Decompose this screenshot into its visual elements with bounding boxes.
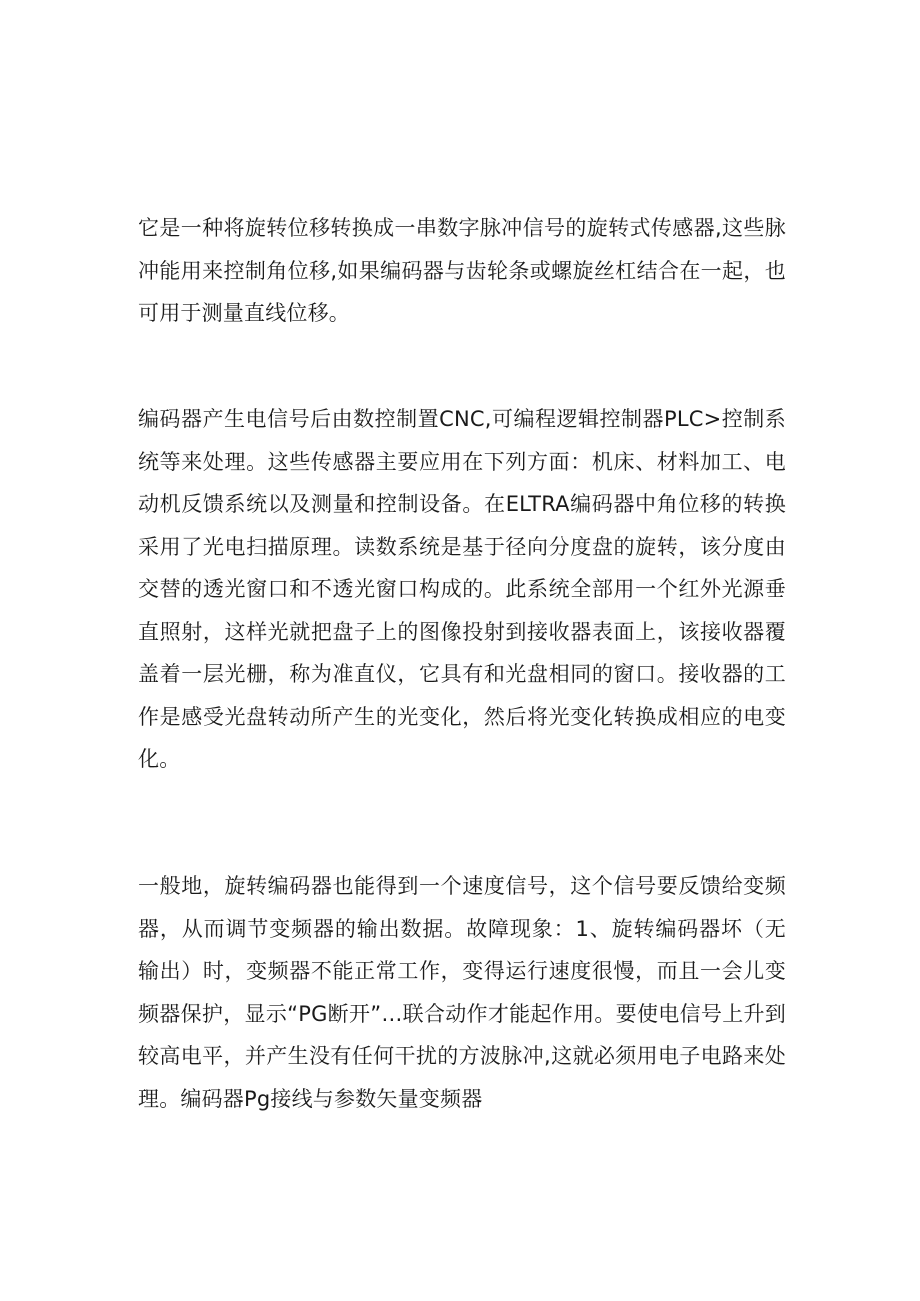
paragraph-encoder-signal-processing: 编码器产生电信号后由数控制置CNC,可编程逻辑控制器PLC>控制系统等来处理。这些传感器主要应用在下列方面：机床、材料加工、电动机反馈系统以及测量和控制设备。在ELTRA编码器中角位移的转换采用了光电扫描原理。读数系统是基于径向分度盘的旋转，该分度由交替的透光窗口和不透光窗口构成的。此系统全部用一个红外光源垂直照射，这样光就把盘子上的图像投射到接收器表面上，该接收器覆盖着一层光栅，称为准直仪，它具有和光盘相同的窗口。接收器的工作是感受光盘转动所产生的光变化，然后将光变化转换成相应的电变化。: [138, 407, 786, 771]
paragraph-speed-signal-fault: 一般地，旋转编码器也能得到一个速度信号，这个信号要反馈给变频器，从而调节变频器的输出数据。故障现象：1、旋转编码器坏（无输出）时，变频器不能正常工作，变得运行速度很慢，而且一会儿变频器保护，显示“PG断开”…联合动作才能起作用。要使电信号上升到较高电平，并产生没有任何干扰的方波脉冲,这就必须用电子电路来处理。编码器Pg接线与参数矢量变频器: [138, 874, 786, 1111]
paragraph-encoder-definition: 它是一种将旋转位移转换成一串数字脉冲信号的旋转式传感器,这些脉冲能用来控制角位移,如果编码器与齿轮条或螺旋丝杠结合在一起，也可用于测量直线位移。: [138, 216, 786, 325]
